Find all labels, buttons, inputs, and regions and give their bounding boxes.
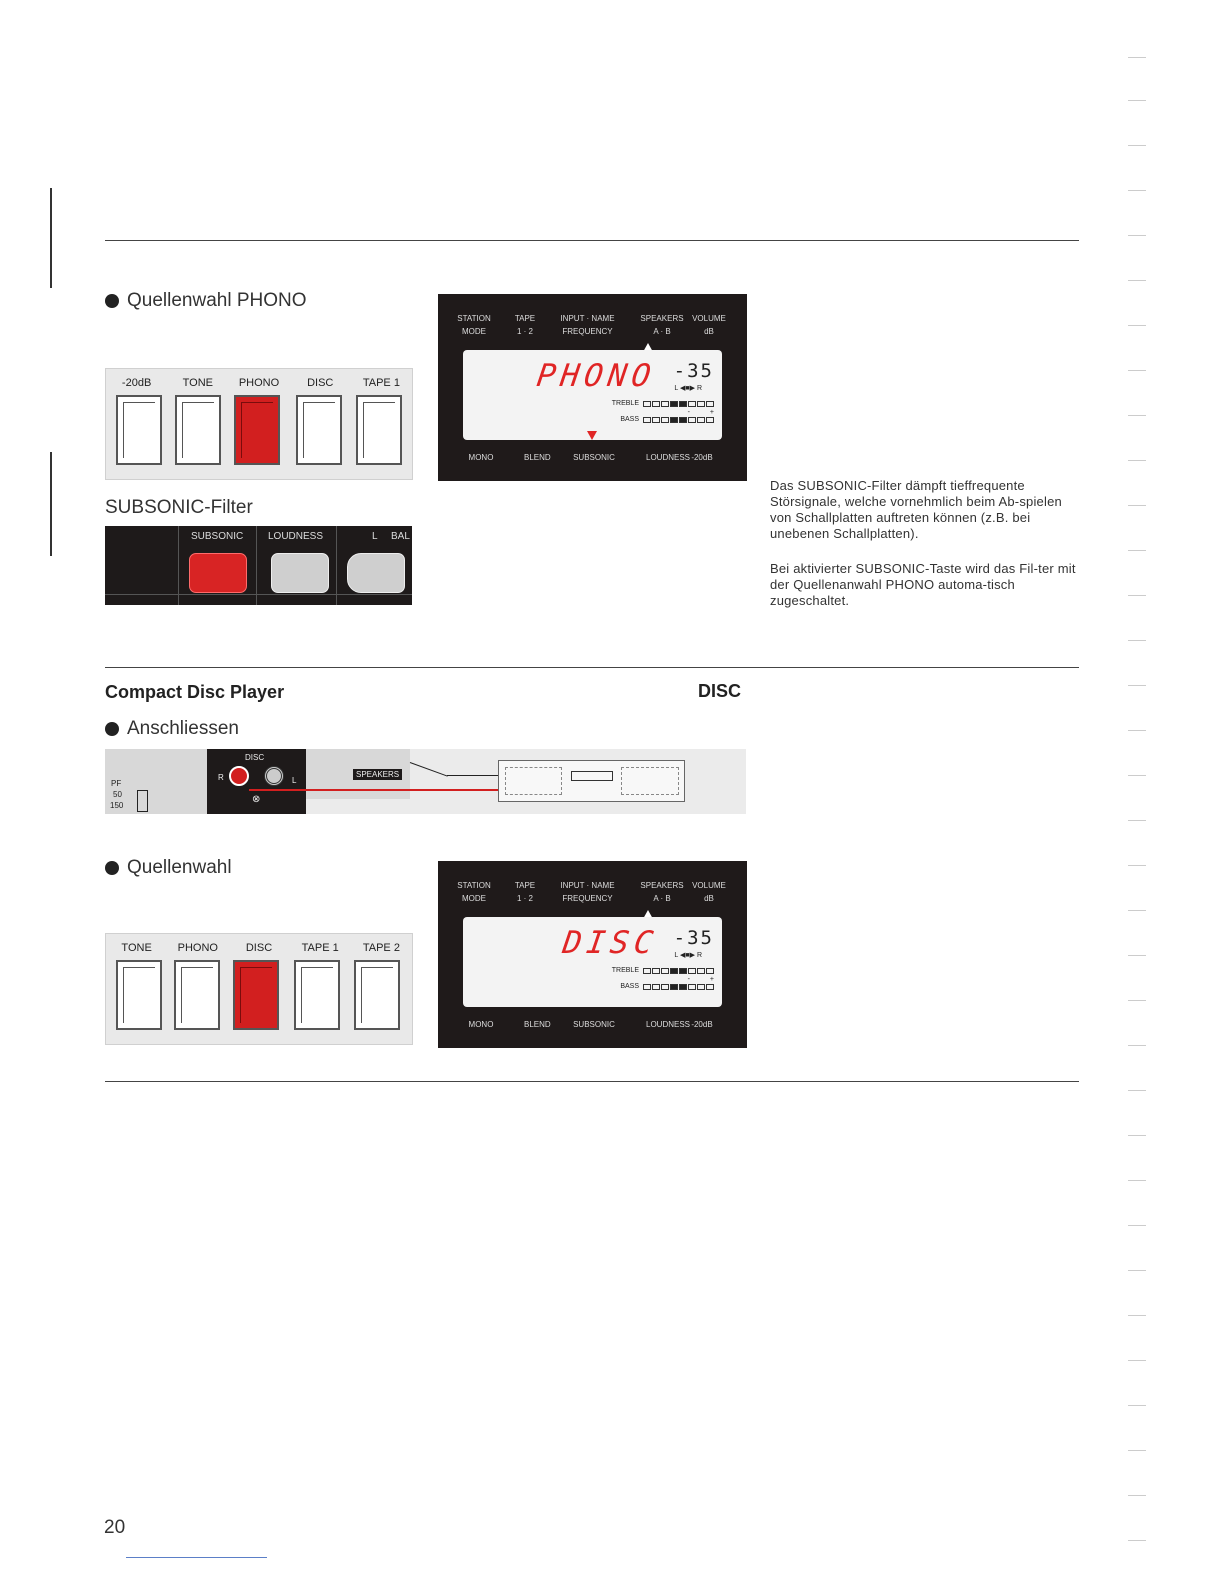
jack-l-icon[interactable] <box>264 766 284 786</box>
key-label: PHONO <box>177 942 218 954</box>
display-top-col: INPUT · NAME FREQUENCY <box>560 314 615 336</box>
subsonic-indicator-icon <box>587 431 597 440</box>
front-display-disc <box>438 861 747 1048</box>
source-key-panel-phono <box>105 368 413 480</box>
phono-heading <box>105 290 307 312</box>
source-heading-text: Quellenwahl <box>127 857 232 878</box>
display-top-col: TAPE 1 · 2 <box>514 881 536 903</box>
key-label: DISC <box>307 377 334 389</box>
cd-player-icon <box>498 760 685 802</box>
balance-readout: L ◀■▶ R <box>674 952 702 959</box>
key-label: DISC <box>245 942 273 954</box>
connect-heading-text: Anschliessen <box>127 718 239 739</box>
treble-row: TREBLE <box>612 400 714 407</box>
key-label: TAPE 1 <box>301 942 339 954</box>
sign-row: - + <box>687 976 714 983</box>
loudness-label: LOUDNESS <box>268 531 324 542</box>
key-phono[interactable] <box>174 960 220 1030</box>
cd-button-row <box>621 767 679 795</box>
subsonic-label: SUBSONIC <box>191 531 244 542</box>
key-label: TAPE 2 <box>362 942 400 954</box>
l-label: L <box>372 531 378 542</box>
cable-black <box>410 762 448 777</box>
lcd-volume: -35 <box>673 360 714 382</box>
bullet-icon <box>105 722 119 736</box>
key-minus20db[interactable] <box>116 395 162 465</box>
key-phono-active[interactable] <box>234 395 280 465</box>
front-display-phono <box>438 294 747 481</box>
key-label: TONE <box>121 942 152 954</box>
bass-row: BASS <box>620 416 714 423</box>
connection-diagram <box>105 749 746 814</box>
lcd-panel <box>463 917 722 1007</box>
top-rule <box>105 240 1079 241</box>
pf-label: PF <box>111 779 122 788</box>
display-top-col: INPUT · NAME FREQUENCY <box>560 881 615 903</box>
display-top-col: STATION MODE <box>457 314 491 336</box>
strip-line <box>105 594 412 595</box>
cd-tray-icon <box>571 771 613 781</box>
subsonic-description: Das SUBSONIC-Filter dämpft tieffrequente Störsignale, welche vornehmlich beim Ab-spielen von Schallplatten auftreten können (z.B. bei unebenen Schallplatten). <box>770 478 1062 541</box>
lcd-panel <box>463 350 722 440</box>
display-top-col: STATION MODE <box>457 881 491 903</box>
key-label: PHONO <box>238 377 280 389</box>
display-top-col: VOLUME dB <box>692 314 726 336</box>
display-top-col: SPEAKERS A · B <box>640 314 684 336</box>
key-labels <box>106 942 412 958</box>
balance-knob[interactable] <box>347 553 405 593</box>
key-tone[interactable] <box>116 960 162 1030</box>
page-number: 20 <box>104 1517 126 1538</box>
key-label: TONE <box>182 377 213 389</box>
n50-label: 50 <box>113 790 122 799</box>
cd-button-row <box>505 767 562 795</box>
subsonic-heading: SUBSONIC-Filter <box>105 497 253 518</box>
r-label: R <box>218 773 224 782</box>
bass-row: BASS <box>620 983 714 990</box>
treble-row: TREBLE <box>612 967 714 974</box>
cable-black <box>447 775 502 776</box>
footer-line <box>126 1557 267 1558</box>
connect-heading <box>105 718 239 740</box>
subsonic-button-active[interactable] <box>189 553 247 593</box>
source-heading <box>105 857 232 879</box>
ground-icon: ⊗ <box>252 794 261 805</box>
display-top-col: VOLUME dB <box>692 881 726 903</box>
display-bottom-labels: MONO BLEND SUBSONIC LOUDNESS -20dB <box>468 1020 713 1029</box>
key-tape1[interactable] <box>356 395 402 465</box>
bullet-icon <box>105 861 119 875</box>
loudness-button[interactable] <box>271 553 329 593</box>
key-tone[interactable] <box>175 395 221 465</box>
subsonic-strip <box>105 526 412 605</box>
key-label: TAPE 1 <box>362 377 400 389</box>
margin-bracket-bottom <box>50 452 52 556</box>
bottom-rule <box>105 1081 1079 1082</box>
key-disc[interactable] <box>296 395 342 465</box>
subsonic-auto-description: Bei aktivierter SUBSONIC-Taste wird das Fil-ter mit der Quellenanwahl PHONO automa-tisch zugeschaltet. <box>770 561 1076 608</box>
key-tape2[interactable] <box>354 960 400 1030</box>
middle-rule <box>105 667 1079 668</box>
key-labels <box>106 377 412 393</box>
lcd-volume: -35 <box>673 927 714 949</box>
margin-bracket-top <box>50 188 52 288</box>
phono-heading-text: Quellenwahl PHONO <box>127 290 307 311</box>
source-key-panel-disc <box>105 933 413 1045</box>
l-label: L <box>292 776 297 785</box>
sign-row: - + <box>687 409 714 416</box>
speakers-label: SPEAKERS <box>353 769 402 780</box>
key-label: -20dB <box>121 377 152 389</box>
bullet-icon <box>105 294 119 308</box>
lcd-source-word: DISC <box>560 925 661 961</box>
key-tape1[interactable] <box>294 960 340 1030</box>
display-top-labels <box>438 879 747 905</box>
display-top-labels <box>438 312 747 338</box>
balance-readout: L ◀■▶ R <box>674 385 702 392</box>
bal-label: BAL <box>391 531 410 542</box>
display-top-col: TAPE 1 · 2 <box>514 314 536 336</box>
display-bottom-labels: MONO BLEND SUBSONIC LOUDNESS -20dB <box>468 453 713 462</box>
display-top-col: SPEAKERS A · B <box>640 881 684 903</box>
switch-icon <box>137 790 148 812</box>
lcd-source-word: PHONO <box>534 358 658 394</box>
n150-label: 150 <box>110 801 124 810</box>
section-title-cd: Compact Disc Player <box>105 682 285 702</box>
section-title-disc: DISC <box>698 681 742 701</box>
disc-input-label: DISC <box>245 753 265 762</box>
cable-red <box>249 789 499 791</box>
jack-r-icon[interactable] <box>229 766 249 786</box>
key-disc-active[interactable] <box>233 960 279 1030</box>
